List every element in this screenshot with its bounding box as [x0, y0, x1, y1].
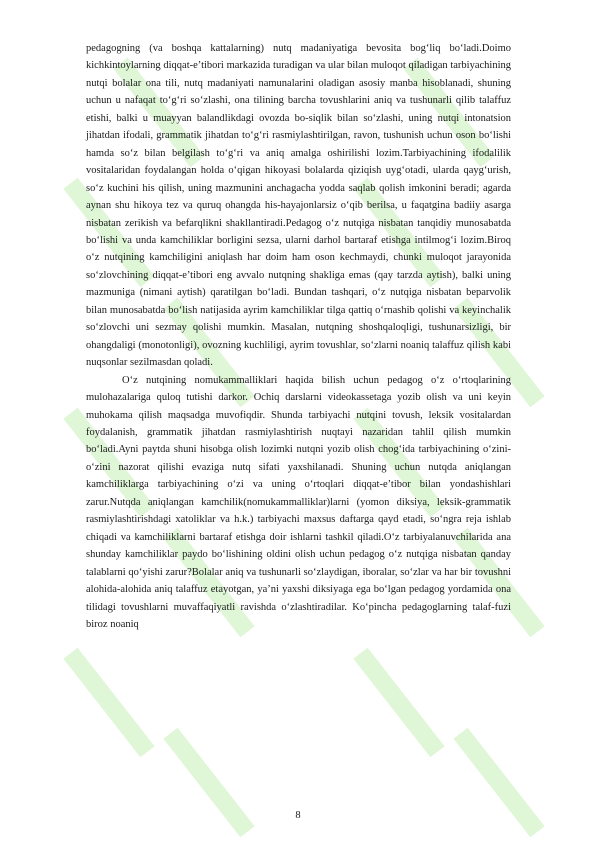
page-number: 8 — [295, 810, 301, 821]
body-text — [86, 40, 511, 633]
paragraph: O‘z nutqining nomukammalliklari haqida bilish uchun pedagog o‘z o‘rtoqlarining mulohazalariga quloq tutishi darkor. Ochiq darslarni videokassetaga yozib olish va uni keyin muhokama qilish maqsadga muvofiqdir. Shunda tarbiyachi nutqini tovush, leksik vositalardan foydalanish, grammatik jihatdan rasmiylashtirish nuqtayi nazaridan tahlil qilish mumkin bo‘ladi.Ayni paytda shuni hisobga olish lozimki nutqni yozib olish chog‘ida tarbiyachining o‘zini-o‘zini nazorat qilishi evaziga nutq sifati yaxshilanadi. Shuning uchun nutqda aniqlangan kamchiliklarga tarbiyachining o‘zi va uning o‘rtoqlari diqqat-e’tibor bilan yondashishlari zarur.Nutqda aniqlangan kamchilik(nomukammalliklar)larni (yomon diksiya, leksik-grammatik rasmiylashtirishdagi xatoliklar va h.k.) tarbiyachi maxsus daftarga qayd etadi, so‘ngra reja ishlab chiqadi va kamchiliklarni bartaraf etishga doir ishlarni tashkil qiladi.O‘z tarbiyalanuvchilarida ana shunday kamchiliklar paydo bo‘lishining oldini olish uchun pedagog o‘z nutqiga nisbatan qanday talablarni qo‘yishi zarur?Bolalar aniq va tushunarli so‘zlaydigan, iboralar, so‘zlar va har bir tovushni alohida-alohida aniq talaffuz etayotgan, ya’ni yaxshi diksiyaga ega bo‘lgan pedagog yordamida ona tilidagi tovushlarni muvaffaqiyatli ravishda o‘zlashtiradilar. Ko‘pincha pedagoglarning talaf-fuzi biroz noaniq — [86, 374, 511, 630]
paragraph: pedagogning (va boshqa kattalarning) nutq madaniyatiga bevosita bog‘liq bo‘ladi.Doimo kichkintoylarning diqqat-e’tibori markazida turadigan va ular bilan muloqot qiladigan tarbiyachining nutqi bolalar ona tili, nutq madaniyati namunalarini oladigan asosiy manba hisoblanadi, shuning uchun u nafaqat to‘g‘ri so‘zlashi, ona tilining barcha tovushlarini aniq va tushunarli qilib talaffuz etishi, balki u muayyan balandlikdagi ovozda bo-siqlik bilan so‘zlashi, uning nutqi intonatsion jihatdan ifodali, grammatik jihatdan to‘g‘ri rasmiylashtirilgan, ravon, tushunish uchun oson bo‘lishi hamda so‘z bilan belgilash to‘g‘ri va aniq amalga oshirilishi lozim.Tarbiyachining ifodalilik vositalaridan foydalangan holda o‘qigan hikoyasi bolalarda qiziqish uyg‘otadi, ularda qayg‘urish, so‘z kuchini his qilish, uning mazmunini anchagacha yodda saqlab qolish imkonini beradi; agarda aynan shu hikoya tez va quruq ohangda his-hayajonlarsiz o‘qib berilsa, u faqatgina badiiy asarga nisbatan zerikish va befarqlikni shakllantiradi.Pedagog o‘z nutqiga nisbatan tanqidiy munosabatda bo‘lishi va unda kamchiliklar borligini sezsa, ularni darhol bartaraf etishga intilmog‘i lozim.Biroq o‘z nutqining kamchiligini aniqlash har doim ham oson kechmaydi, chunki muloqot jarayonida so‘zlovchining diqqat-e’tibori eng avvalo nutqning shakliga emas (qay tarzda aytish), balki uning mazmuniga (nimani aytish) qaratilgan bo‘ladi. Bundan tashqari, o‘z nutqiga nisbatan beparvolik bilan munosabatda bo‘lish natijasida ayrim kamchiliklar tilga qattiq o‘rnashib qolishi va keyinchalik so‘zlovchi uni sezmay qolishi mumkin. Masalan, nutqning shoshqaloqligi, tushunarsizligi, bir ohangdaligi (monotonligi), ovozning kuchliligi, ayrim tovushlar, so‘zlarni noaniq talaffuz qilish kabi nuqsonlar sezilmasdan qoladi. — [86, 43, 511, 369]
watermark-stripe — [353, 648, 444, 758]
watermark-stripe — [63, 648, 154, 758]
